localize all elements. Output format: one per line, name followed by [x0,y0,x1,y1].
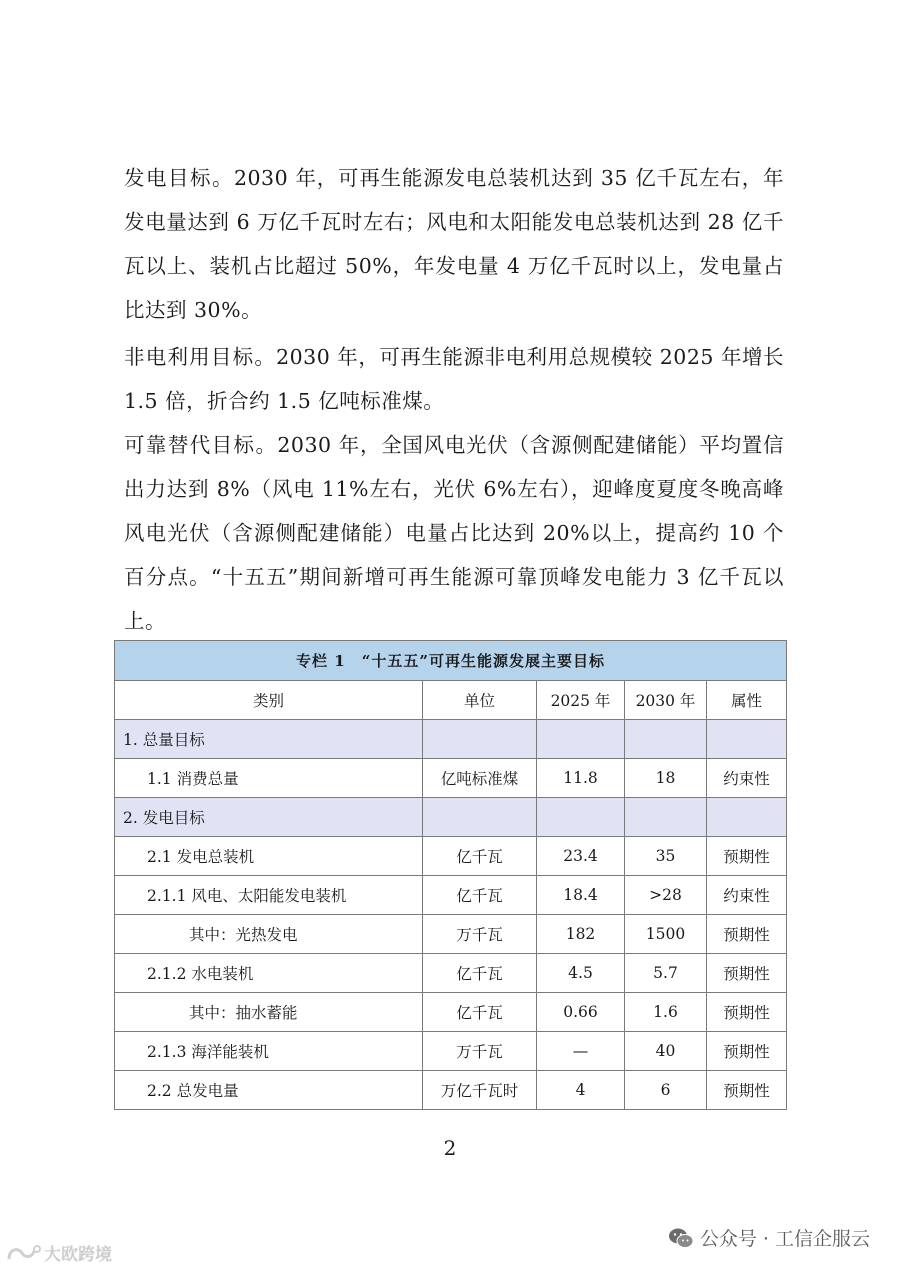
row-label: 2.1 发电总装机 [115,837,423,876]
row-2030: 6 [625,1071,707,1110]
table-caption: 专栏 1 “十五五”可再生能源发展主要目标 [115,641,787,681]
row-2025: 4 [537,1071,625,1110]
row-label: 2.1.1 风电、太阳能发电装机 [115,876,423,915]
row-2025: 11.8 [537,759,625,798]
row-label: 其中：光热发电 [115,915,423,954]
header-attribute: 属性 [707,681,787,720]
row-attribute: 预期性 [707,1032,787,1071]
row-2030: 40 [625,1032,707,1071]
row-2030: 35 [625,837,707,876]
header-category: 类别 [115,681,423,720]
row-2030: >28 [625,876,707,915]
row-unit: 亿千瓦 [423,954,537,993]
row-attribute: 预期性 [707,915,787,954]
row-label: 其中：抽水蓄能 [115,993,423,1032]
table-header-row [115,681,787,720]
table-row [115,954,787,993]
paragraph-power-target [124,156,784,332]
row-2030: 5.7 [625,954,707,993]
wechat-icon [668,1227,694,1249]
row-2025 [537,720,625,759]
watermark-wechat [668,1224,870,1251]
row-2025 [537,798,625,837]
table-row [115,876,787,915]
watermark-brand [6,1240,112,1265]
row-unit: 万千瓦 [423,1032,537,1071]
paragraph-body: 2030 年，全国风电光伏（含源侧配建储能）平均置信出力达到 8%（风电 11%左右，光伏 6%左右），迎峰度夏度冬晚高峰风电光伏（含源侧配建储能）电量占比达到 20%以上，提高约 10 个百分点。“十五五”期间新增可再生能源可靠顶峰发电能力 3 亿千瓦以上。 [124,433,785,633]
row-label: 2.1.3 海洋能装机 [115,1032,423,1071]
row-attribute: 预期性 [707,1071,787,1110]
header-unit: 单位 [423,681,537,720]
row-unit: 亿千瓦 [423,876,537,915]
table-row [115,720,787,759]
table-caption-row [115,641,787,681]
table-row [115,1032,787,1071]
row-2025: — [537,1032,625,1071]
paragraph-non-power-target [124,335,784,423]
targets-table [114,640,787,1110]
row-2025: 18.4 [537,876,625,915]
table-row [115,759,787,798]
watermark-right-text: 公众号 · 工信企服云 [699,1228,870,1250]
logo-icon [6,1243,42,1263]
row-unit: 万千瓦 [423,915,537,954]
row-unit [423,720,537,759]
row-2025: 182 [537,915,625,954]
row-2030: 18 [625,759,707,798]
paragraph-lead: 发电目标。 [124,166,234,190]
paragraph-lead: 可靠替代目标。 [124,433,278,457]
row-unit: 亿千瓦 [423,993,537,1032]
row-2025: 4.5 [537,954,625,993]
row-label: 2.2 总发电量 [115,1071,423,1110]
header-2030: 2030 年 [625,681,707,720]
row-attribute: 约束性 [707,759,787,798]
row-label: 1. 总量目标 [115,720,423,759]
row-label: 1.1 消费总量 [115,759,423,798]
row-attribute: 预期性 [707,954,787,993]
row-2030: 1500 [625,915,707,954]
row-2030 [625,720,707,759]
paragraph-reliable-target [124,423,784,643]
row-attribute: 约束性 [707,876,787,915]
paragraph-lead: 非电利用目标。 [124,345,277,369]
row-attribute [707,720,787,759]
row-label: 2. 发电目标 [115,798,423,837]
row-2030: 1.6 [625,993,707,1032]
row-2025: 0.66 [537,993,625,1032]
table-row [115,915,787,954]
table-row [115,837,787,876]
paragraph-body: 2030 年，可再生能源非电利用总规模较 2025 年增长 1.5 倍，折合约 1.5 亿吨标准煤。 [124,345,785,413]
row-attribute [707,798,787,837]
table-row [115,798,787,837]
row-unit [423,798,537,837]
row-attribute: 预期性 [707,837,787,876]
row-2030 [625,798,707,837]
watermark-left-text: 大欧跨境 [44,1245,112,1265]
row-attribute: 预期性 [707,993,787,1032]
row-unit: 万亿千瓦时 [423,1071,537,1110]
row-unit: 亿吨标准煤 [423,759,537,798]
header-2025: 2025 年 [537,681,625,720]
row-2025: 23.4 [537,837,625,876]
table-row [115,993,787,1032]
row-label: 2.1.2 水电装机 [115,954,423,993]
table-row [115,1071,787,1110]
row-unit: 亿千瓦 [423,837,537,876]
paragraph-body: 2030 年，可再生能源发电总装机达到 35 亿千瓦左右，年发电量达到 6 万亿千瓦时左右；风电和太阳能发电总装机达到 28 亿千瓦以上、装机占比超过 50%，年发电量 4 万亿千瓦时以上，发电量占比达到 30%。 [124,166,784,322]
page-number: 2 [443,1136,457,1160]
